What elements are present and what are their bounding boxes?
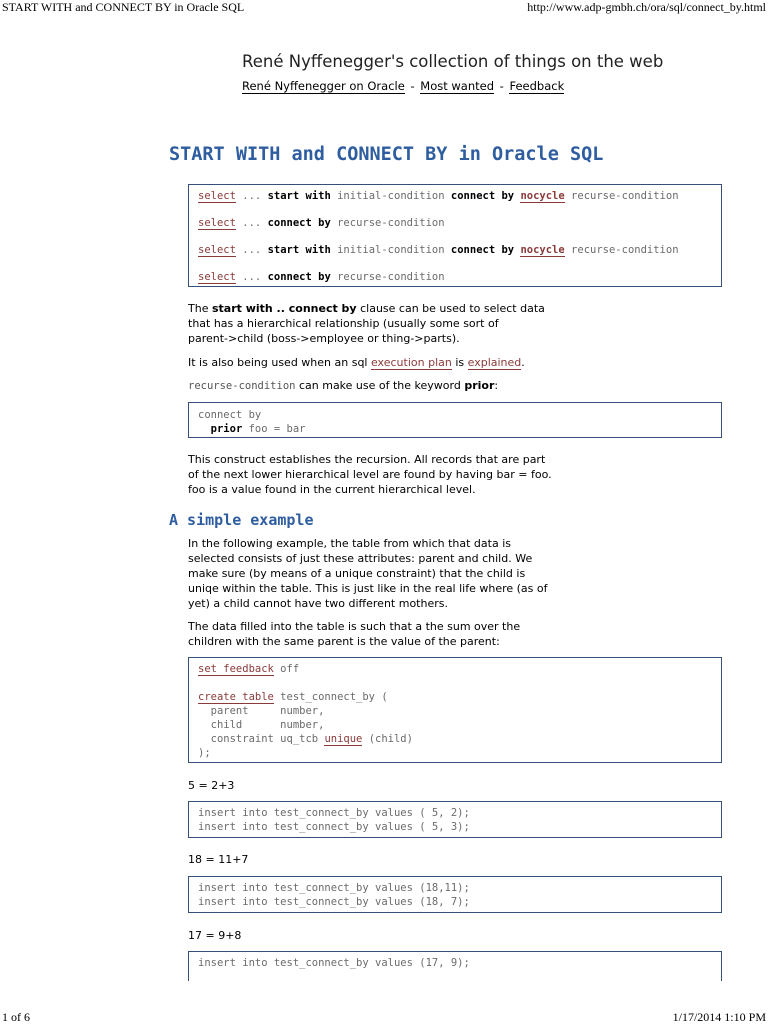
- page-counter: 1 of 6: [2, 1010, 30, 1024]
- code-line: constraint uq_tcb unique (child): [198, 733, 413, 745]
- equation-label: 17 = 9+8: [188, 929, 242, 942]
- create-table-link[interactable]: create table: [198, 691, 274, 703]
- select-link[interactable]: select: [198, 244, 236, 256]
- page-title: START WITH and CONNECT BY in Oracle SQL: [169, 144, 604, 165]
- set-feedback-link[interactable]: set feedback: [198, 663, 274, 675]
- example-paragraph: In the following example, the table from which that data is selected consists of just these attributes: parent and child. We make sure (by means of a unique constraint) that the child is uniqe within the table. This is just like in the real life where (as of yet) a child cannot have two different mothers.: [188, 537, 548, 610]
- nav-separator: -: [410, 79, 415, 93]
- equation-label: 18 = 11+7: [188, 853, 249, 866]
- site-nav: [242, 79, 564, 93]
- create-table-code-box: [188, 657, 722, 763]
- code-line: insert into test_connect_by values ( 5, 3);: [198, 821, 470, 833]
- print-timestamp: 1/17/2014 1:10 PM: [672, 1010, 766, 1024]
- nav-link-oracle[interactable]: René Nyffenegger on Oracle: [242, 79, 405, 93]
- nav-separator: -: [499, 79, 504, 93]
- print-header-title: START WITH and CONNECT BY in Oracle SQL: [2, 0, 245, 14]
- code-line: parent number,: [198, 705, 325, 717]
- syntax-line: select ... start with initial-condition connect by nocycle recurse-condition: [198, 190, 679, 202]
- explained-link[interactable]: explained: [467, 356, 522, 369]
- print-header-url: http://www.adp-gmbh.ch/ora/sql/connect_by.html: [527, 0, 766, 14]
- unique-link[interactable]: unique: [324, 733, 363, 745]
- code-line: set feedback off: [198, 663, 300, 675]
- insert-code-box: [188, 951, 722, 981]
- nocycle-link[interactable]: nocycle: [520, 190, 565, 202]
- code-line: insert into test_connect_by values (18,11);: [198, 882, 470, 894]
- code-line: child number,: [198, 719, 325, 731]
- intro-paragraph: The start with .. connect by clause can be used to select data that has a hierarchical relationship (usually some sort of parent->child (boss->employee or thing->parts).: [188, 302, 545, 345]
- syntax-line: select ... start with initial-condition connect by nocycle recurse-condition: [198, 244, 679, 256]
- recursion-paragraph: This construct establishes the recursion. All records that are part of the next lower hierarchical level are found by having bar = foo. foo is a value found in the current hierarchical level.: [188, 453, 552, 496]
- nav-link-feedback[interactable]: Feedback: [509, 79, 565, 93]
- code-line: insert into test_connect_by values (18, 7);: [198, 896, 470, 908]
- syntax-line: select ... connect by recurse-condition: [198, 271, 445, 283]
- section-title: A simple example: [169, 511, 314, 529]
- code-line: insert into test_connect_by values (17, 9);: [198, 957, 470, 969]
- execution-plan-paragraph: It is also being used when an sql execution plan is explained.: [188, 356, 525, 369]
- print-header: [0, 0, 768, 16]
- code-line: prior foo = bar: [210, 423, 306, 435]
- select-link[interactable]: select: [198, 271, 236, 283]
- code-line: );: [198, 747, 211, 759]
- site-title: René Nyffenegger's collection of things on the web: [242, 52, 664, 71]
- prior-keyword-paragraph: recurse-condition can make use of the keyword prior:: [188, 379, 499, 392]
- prior-code-box: [188, 402, 722, 438]
- syntax-code-box: [188, 184, 722, 287]
- code-line: connect by: [198, 409, 262, 421]
- select-link[interactable]: select: [198, 190, 236, 202]
- syntax-line: select ... connect by recurse-condition: [198, 217, 445, 229]
- equation-label: 5 = 2+3: [188, 779, 235, 792]
- execution-plan-link[interactable]: execution plan: [370, 356, 452, 369]
- nocycle-link[interactable]: nocycle: [520, 244, 565, 256]
- nav-link-most-wanted[interactable]: Most wanted: [420, 79, 495, 93]
- insert-code-box: [188, 801, 722, 838]
- code-line: create table test_connect_by (: [198, 691, 388, 703]
- select-link[interactable]: select: [198, 217, 236, 229]
- insert-code-box: [188, 876, 722, 913]
- code-line: insert into test_connect_by values ( 5, 2);: [198, 807, 470, 819]
- data-paragraph: The data filled into the table is such that a the sum over the children with the same parent is the value of the parent:: [188, 620, 521, 648]
